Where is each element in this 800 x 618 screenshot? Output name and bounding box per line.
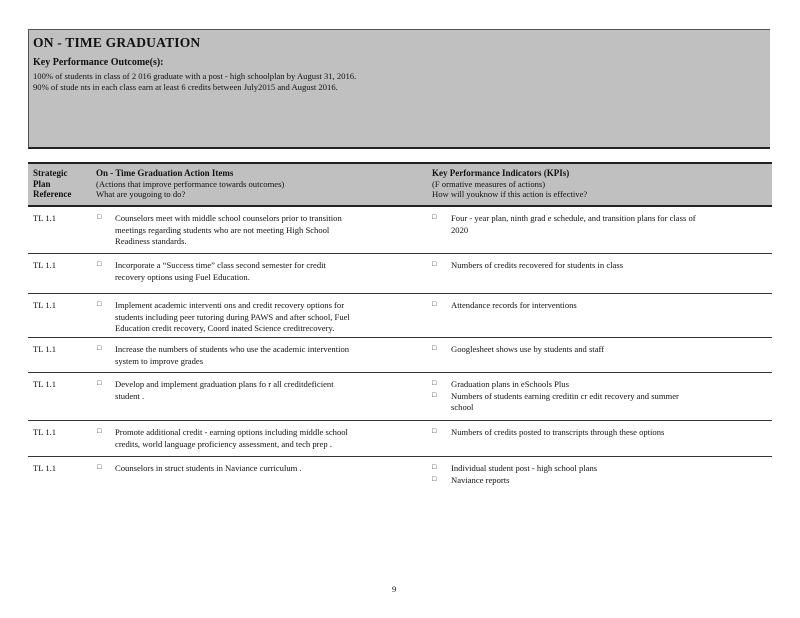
action-items-table — [28, 162, 772, 492]
table-row — [28, 207, 772, 254]
checkbox-bullet-icon: □ — [432, 344, 437, 352]
table-header — [28, 162, 772, 207]
kpi-line: Numbers of credits recovered for students in class — [451, 260, 624, 270]
kpi-line: Individual student post - high school plans — [451, 463, 598, 473]
header-strategic-plan-reference: Strategic Plan Reference — [33, 168, 72, 199]
checkbox-bullet-icon: □ — [432, 390, 437, 399]
checkbox-bullet-icon: □ — [97, 463, 102, 471]
checkbox-bullet-icon: □ — [97, 427, 102, 435]
action-line: Counselors in struct students in Naviance curriculum . — [115, 463, 302, 473]
action-line: Counselors meet with middle school counselors prior to transition — [115, 213, 342, 223]
action-line: recovery options using Fuel Education. — [115, 271, 250, 282]
key-performance-outcomes-box — [28, 29, 770, 149]
plan-reference: TL 1.1 — [33, 213, 57, 223]
action-line: Readiness standards. — [115, 236, 187, 246]
action-line: student . — [115, 390, 145, 401]
plan-reference: TL 1.1 — [33, 463, 57, 473]
kpi-text — [451, 379, 769, 391]
checkbox-bullet-icon: □ — [432, 427, 437, 435]
table-body — [28, 207, 772, 492]
checkbox-bullet-icon: □ — [97, 260, 102, 268]
kpi-line: Numbers of students earning creditin cr edit recovery and summer — [451, 390, 679, 401]
kpi-line: 2020 — [451, 224, 469, 235]
kpi-text — [451, 391, 769, 414]
action-item-text — [115, 463, 415, 475]
action-item-text — [115, 260, 415, 283]
plan-reference: TL 1.1 — [33, 379, 57, 389]
action-item-text — [115, 213, 415, 248]
checkbox-bullet-icon: □ — [432, 379, 437, 387]
kpi-line: school — [451, 402, 474, 412]
kpi-line: Four - year plan, ninth grad e schedule, and transition plans for class of — [451, 213, 696, 223]
action-line: Increase the numbers of students who use the academic intervention — [115, 344, 350, 354]
table-row — [28, 373, 772, 421]
checkbox-bullet-icon: □ — [432, 260, 437, 268]
action-line: system to improve grades — [115, 355, 204, 366]
action-line: Education credit recovery, Coord inated Science creditrecovery. — [115, 323, 335, 333]
action-item-text — [115, 379, 415, 402]
action-line: credits, world language proficiency assessment, and tech prep . — [115, 438, 332, 449]
action-line: meetings regarding students who are not meeting High School — [115, 224, 330, 235]
outcomes-heading: Key Performance Outcome(s): — [33, 57, 164, 68]
plan-reference: TL 1.1 — [33, 344, 57, 354]
kpi-text — [451, 300, 769, 312]
kpi-text — [451, 463, 769, 475]
section-title: ON - TIME GRADUATION — [33, 35, 201, 50]
checkbox-bullet-icon: □ — [432, 213, 437, 221]
checkbox-bullet-icon: □ — [97, 344, 102, 352]
action-line: students including peer tutoring during PAWS and after school, Fuel — [115, 311, 350, 322]
action-item-text — [115, 300, 415, 335]
outcome-line-1: 100% of students in class of 2 016 graduate with a post - high schoolplan by August 31, 2016. — [33, 71, 357, 81]
checkbox-bullet-icon: □ — [97, 379, 102, 387]
plan-reference: TL 1.1 — [33, 300, 57, 310]
action-line: Promote additional credit - earning options including middle school — [115, 427, 348, 437]
action-line: Develop and implement graduation plans fo r all creditdeficient — [115, 379, 334, 389]
checkbox-bullet-icon: □ — [432, 300, 437, 308]
kpi-text — [451, 475, 769, 487]
table-row — [28, 457, 772, 492]
kpi-text — [451, 427, 769, 439]
kpi-line: Googlesheet shows use by students and staff — [451, 344, 605, 354]
kpi-text — [451, 260, 769, 272]
kpi-line: Attendance records for interventions — [451, 300, 577, 310]
plan-reference: TL 1.1 — [33, 260, 57, 270]
kpi-line: Naviance reports — [451, 474, 510, 485]
table-row — [28, 421, 772, 457]
action-line: Incorporate a “Success time” class second semester for credit — [115, 260, 326, 270]
checkbox-bullet-icon: □ — [97, 300, 102, 308]
header-action-items: On - Time Graduation Action Items (Actions that improve performance towards outcomes) What are yougoing to do? — [96, 168, 285, 199]
kpi-text — [451, 344, 769, 356]
action-item-text — [115, 344, 415, 367]
table-row — [28, 338, 772, 373]
kpi-line: Graduation plans in eSchools Plus — [451, 379, 569, 389]
page-number: 9 — [392, 584, 397, 594]
action-item-text — [115, 427, 415, 450]
kpi-line: Numbers of credits posted to transcripts through these options — [451, 427, 665, 437]
outcome-line-2: 90% of stude nts in each class earn at least 6 credits between July2015 and August 2016. — [33, 82, 338, 92]
checkbox-bullet-icon: □ — [97, 213, 102, 221]
header-kpis: Key Performance Indicators (KPIs) (F ormative measures of actions) How will youknow if this action is effective? — [432, 168, 588, 199]
checkbox-bullet-icon: □ — [432, 463, 437, 471]
table-row — [28, 254, 772, 294]
plan-reference: TL 1.1 — [33, 427, 57, 437]
table-row — [28, 294, 772, 338]
kpi-text — [451, 213, 769, 236]
action-line: Implement academic interventi ons and credit recovery options for — [115, 300, 345, 310]
checkbox-bullet-icon: □ — [432, 474, 437, 483]
